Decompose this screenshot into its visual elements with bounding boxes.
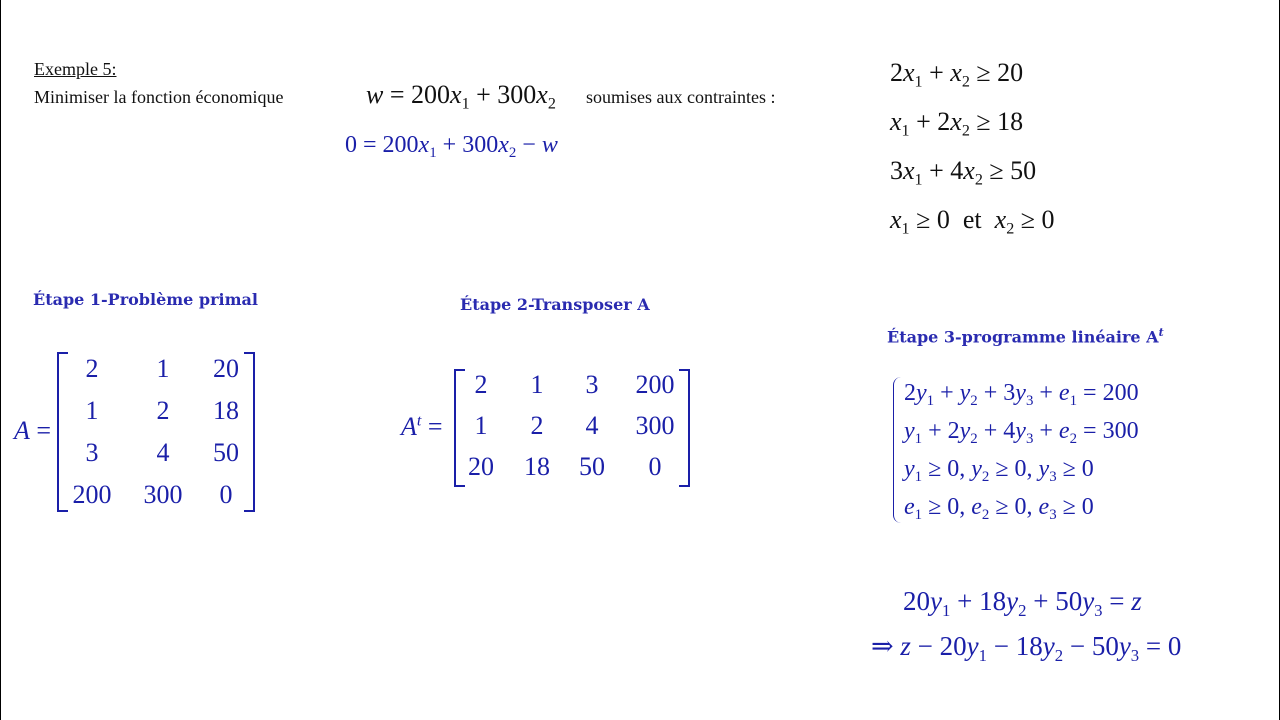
step-1-heading: Étape 1-Problème primal — [33, 290, 258, 309]
matrix-at-cell: 1 — [474, 411, 488, 440]
matrix-at-label: $A^t$ = — [401, 412, 443, 441]
system-equation-2: $y_1 + 2y_2 + 4y_3 + e_2 = 300$ — [904, 418, 1139, 448]
matrix-at-cell: 2 — [530, 411, 544, 440]
matrix-a-cell: 3 — [85, 438, 99, 467]
matrix-at-cell: 300 — [635, 411, 675, 440]
matrix-a-cell: 4 — [156, 438, 170, 467]
matrix-a-cell: 20 — [213, 354, 239, 383]
system-nonneg-y: $y_1 \ge 0$, $y_2 \ge 0$, $y_3 \ge 0$ — [904, 456, 1094, 486]
nonnegativity-constraint: $x_1 \ge 0$ et $x_2 \ge 0$ — [890, 205, 1055, 238]
linear-system — [904, 374, 1139, 526]
example-title: Exemple 5: — [34, 59, 117, 79]
matrix-at-cell: 20 — [468, 452, 494, 481]
matrix-a-label: A = — [14, 416, 52, 445]
step-3-heading: Étape 3-programme linéaire $A^t$ — [887, 326, 1164, 347]
matrix-at-cell: 18 — [524, 452, 550, 481]
rewritten-objective: $0 = 200x_1 + 300x_2 - w$ — [345, 132, 558, 162]
matrix-a-cell: 18 — [213, 396, 239, 425]
matrix-at-cell: 50 — [579, 452, 605, 481]
matrix-a — [57, 352, 255, 512]
matrix-a-cell: 300 — [143, 480, 183, 509]
constraints-block — [890, 48, 1055, 244]
left-border — [0, 0, 1, 720]
system-brace — [893, 377, 902, 523]
system-equation-1: $2y_1 + y_2 + 3y_3 + e_1 = 200$ — [904, 380, 1139, 410]
matrix-at-cell: 2 — [474, 370, 488, 399]
matrix-at-cell: 0 — [648, 452, 662, 481]
objective-function: $w = 200x_1 + 300x_2$ — [366, 80, 556, 113]
constraint-1: $2x_1 + x_2 \ge 20$ — [890, 58, 1024, 91]
matrix-a-cell: 1 — [156, 354, 170, 383]
matrix-at-cell: 3 — [585, 370, 599, 399]
matrix-at-cell: 4 — [585, 411, 599, 440]
matrix-a-cell: 1 — [85, 396, 99, 425]
matrix-at-cell: 200 — [635, 370, 675, 399]
matrix-a-cell: 0 — [219, 480, 233, 509]
dual-objective-line-2: ⇒ $z - 20y_1 - 18y_2 - 50y_3 = 0$ — [871, 631, 1182, 665]
matrix-a-cell: 50 — [213, 438, 239, 467]
matrix-at-cell: 1 — [530, 370, 544, 399]
intro-text-before: Minimiser la fonction économique — [34, 87, 284, 107]
step-2-heading: Étape 2-Transposer A — [460, 295, 650, 314]
constraint-3: $3x_1 + 4x_2 \ge 50$ — [890, 156, 1037, 189]
matrix-a-cell: 2 — [85, 354, 99, 383]
system-nonneg-e: $e_1 \ge 0$, $e_2 \ge 0$, $e_3 \ge 0$ — [904, 494, 1094, 524]
constraint-2: $x_1 + 2x_2 \ge 18$ — [890, 107, 1024, 140]
matrix-at — [454, 369, 690, 487]
implies-icon: ⇒ — [871, 631, 894, 661]
intro-text-after: soumises aux contraintes : — [586, 87, 776, 107]
dual-objective-line-1: $20y_1 + 18y_2 + 50y_3 = z$ — [903, 586, 1142, 620]
matrix-a-cell: 200 — [72, 480, 112, 509]
matrix-a-cell: 2 — [156, 396, 170, 425]
